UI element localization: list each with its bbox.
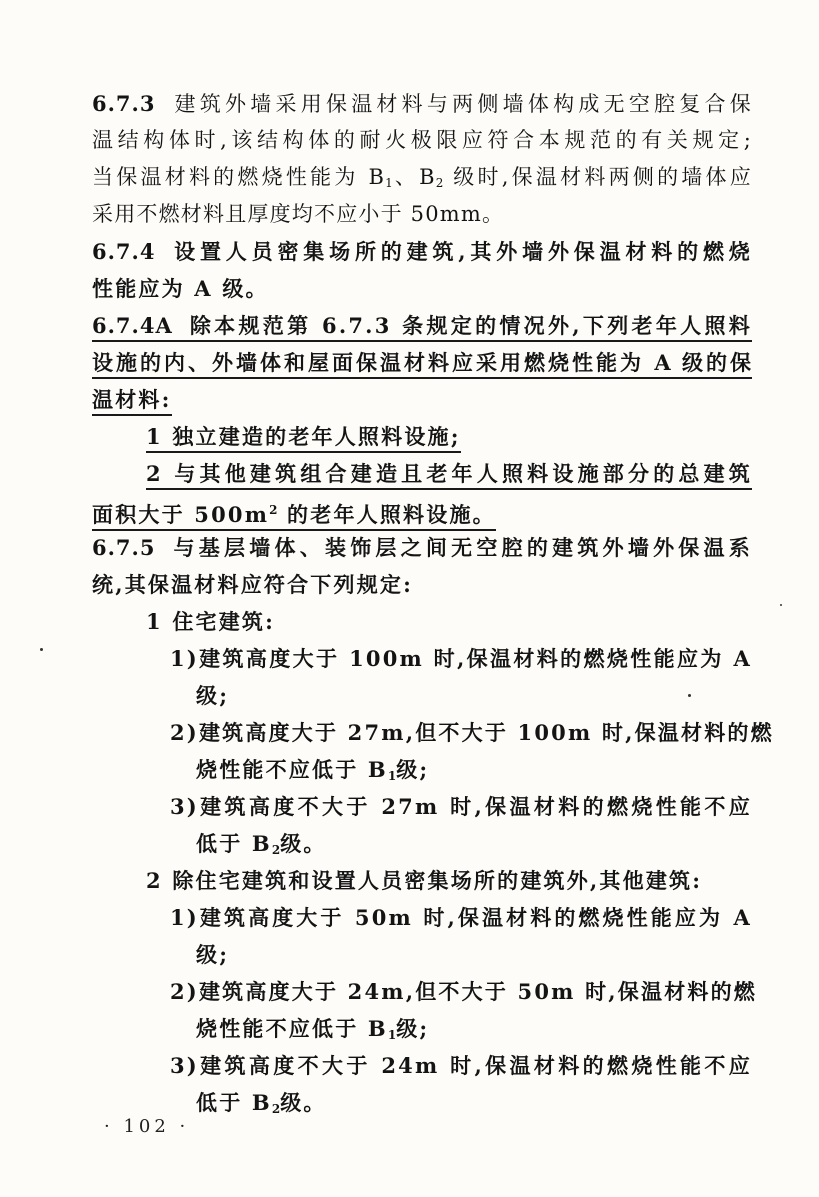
clause-6-7-4a-line-3 bbox=[92, 386, 752, 423]
clause-text: 面积大于 500m bbox=[92, 502, 270, 527]
page-number: · 102 · bbox=[104, 1116, 190, 1137]
item-1-sub-1-cont: 级; bbox=[196, 683, 230, 708]
item-1-sub-2-cont bbox=[92, 756, 752, 793]
subscript: 1 bbox=[387, 1028, 397, 1042]
clause-6-7-4a-line-1 bbox=[92, 312, 752, 349]
item-2-sub-1-cont: 级; bbox=[196, 942, 230, 967]
clause-number: 6.7.4A bbox=[92, 313, 173, 338]
scan-speck bbox=[40, 648, 43, 651]
scan-speck bbox=[688, 694, 691, 697]
underlined-text bbox=[92, 497, 496, 531]
subscript: 1 bbox=[387, 769, 397, 783]
clause-text: 低于 B bbox=[196, 1090, 272, 1115]
item-1-sub-3-cont bbox=[92, 830, 752, 867]
clause-6-7-5-line-2: 统,其保温材料应符合下列规定: bbox=[92, 572, 414, 597]
clause-number: 6.7.4 bbox=[92, 239, 156, 264]
clause-6-7-5-item-2: 2 除住宅建筑和设置人员密集场所的建筑外,其他建筑: bbox=[146, 868, 703, 893]
clause-6-7-3-line-2: 温结构体时,该结构体的耐火极限应符合本规范的有关规定; bbox=[92, 128, 752, 152]
subscript: 2 bbox=[435, 176, 444, 190]
clause-text: 级; bbox=[396, 757, 430, 782]
clause-6-7-5-line-1 bbox=[92, 534, 752, 571]
clause-text: 烧性能不应低于 B bbox=[196, 757, 388, 782]
underlined-text bbox=[92, 312, 752, 342]
clause-6-7-4-line-1 bbox=[92, 238, 752, 275]
clause-6-7-4a-item-2 bbox=[92, 460, 752, 497]
clause-6-7-4a-item-2-cont bbox=[92, 497, 752, 534]
item-2-sub-2: 2)建筑高度大于 24m,但不大于 50m 时,保温材料的燃 bbox=[170, 979, 757, 1004]
item-1-sub-1: 1)建筑高度大于 100m 时,保温材料的燃烧性能应为 A bbox=[170, 646, 752, 671]
clause-text: 低于 B bbox=[196, 831, 272, 856]
underlined-text: 2 与其他建筑组合建造且老年人照料设施部分的总建筑 bbox=[146, 460, 752, 490]
clause-text: 级。 bbox=[280, 831, 327, 856]
clause-6-7-4-line-2: 性能应为 A 级。 bbox=[92, 276, 269, 301]
item-2-sub-2-cont bbox=[92, 1015, 752, 1052]
item-2-sub-3-cont bbox=[92, 1089, 752, 1126]
superscript: 2 bbox=[269, 503, 278, 517]
clause-text: 建筑外墙采用保温材料与两侧墙体构成无空腔复合保 bbox=[171, 92, 752, 116]
clause-text: 当保温材料的燃烧性能为 B bbox=[92, 165, 386, 189]
subscript: 2 bbox=[271, 1102, 281, 1116]
item-2-sub-1: 1)建筑高度大于 50m 时,保温材料的燃烧性能应为 A bbox=[170, 905, 752, 930]
clause-text: 级时,保温材料两侧的墙体应 bbox=[443, 165, 752, 189]
clause-text: 、B bbox=[392, 165, 436, 189]
item-1-sub-2: 2)建筑高度大于 27m,但不大于 100m 时,保温材料的燃 bbox=[170, 720, 774, 745]
underlined-text: 1 独立建造的老年人照料设施; bbox=[146, 423, 461, 453]
clause-text: 级; bbox=[396, 1016, 430, 1041]
item-2-sub-3: 3)建筑高度不大于 24m 时,保温材料的燃烧性能不应 bbox=[170, 1053, 752, 1078]
scan-speck bbox=[780, 604, 782, 606]
clause-6-7-5-item-1: 1 住宅建筑: bbox=[146, 609, 276, 634]
subscript: 2 bbox=[271, 843, 281, 857]
subscript: 1 bbox=[385, 176, 393, 190]
clause-number: 6.7.5 bbox=[92, 535, 156, 560]
item-1-sub-3: 3)建筑高度不大于 27m 时,保温材料的燃烧性能不应 bbox=[170, 794, 752, 819]
underlined-text: 温材料: bbox=[92, 386, 172, 416]
clause-6-7-4a-line-2 bbox=[92, 349, 752, 386]
underlined-text: 设施的内、外墙体和屋面保温材料应采用燃烧性能为 A 级的保 bbox=[92, 349, 752, 379]
document-page bbox=[92, 90, 774, 1126]
clause-number: 6.7.3 bbox=[92, 91, 156, 116]
clause-text: 的老年人照料设施。 bbox=[277, 502, 496, 527]
clause-6-7-3-line-4: 采用不燃材料且厚度均不应小于 50mm。 bbox=[92, 202, 505, 226]
clause-text: 烧性能不应低于 B bbox=[196, 1016, 388, 1041]
clause-6-7-3-line-1 bbox=[92, 90, 752, 127]
clause-6-7-3-line-3 bbox=[92, 164, 752, 201]
clause-text: 与基层墙体、装饰层之间无空腔的建筑外墙外保温系 bbox=[171, 535, 752, 560]
clause-text: 设置人员密集场所的建筑,其外墙外保温材料的燃烧 bbox=[171, 239, 752, 264]
clause-text: 除本规范第 6.7.3 条规定的情况外,下列老年人照料 bbox=[188, 313, 752, 338]
clause-6-7-4a-item-1 bbox=[92, 423, 752, 460]
clause-text: 级。 bbox=[280, 1090, 327, 1115]
